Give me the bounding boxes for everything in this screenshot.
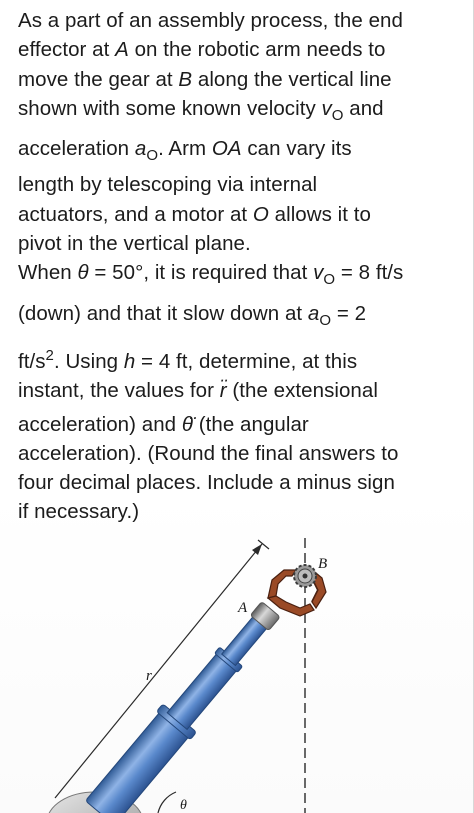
text: pivot in the vertical plane. <box>18 232 251 256</box>
text: As a part of an assembly process, the end <box>18 9 403 32</box>
text: = 50°, it is required that <box>88 261 314 285</box>
text-line <box>18 134 458 170</box>
text: (the extensional <box>226 379 378 403</box>
text: acceleration <box>18 137 135 161</box>
text: along the vertical line <box>192 67 392 91</box>
text: allows it to <box>268 202 371 226</box>
symbol-B: B <box>178 67 193 91</box>
text-line <box>18 65 458 94</box>
symbol-OA: OA <box>211 137 242 161</box>
text: = 8 ft/s <box>335 261 404 285</box>
text-line <box>18 200 458 229</box>
label-r: r <box>146 668 152 684</box>
text: on the robotic arm needs to <box>128 38 386 62</box>
label-theta: θ <box>180 798 187 813</box>
text: ft/s <box>18 349 46 373</box>
text: and <box>343 96 384 120</box>
text-line <box>18 229 458 258</box>
subscript-O: O <box>331 106 344 124</box>
text-line <box>18 497 458 526</box>
text: . Arm <box>158 137 212 161</box>
symbol-O: O <box>252 202 269 226</box>
figure-svg <box>0 530 474 813</box>
text-line <box>18 35 458 64</box>
symbol-a: a <box>134 137 147 161</box>
text-line <box>18 468 458 497</box>
symbol-A: A <box>115 38 129 62</box>
text: move the gear at <box>18 67 179 91</box>
text: (the angular <box>193 412 309 436</box>
symbol-v: v <box>321 96 332 120</box>
text-line <box>18 94 458 130</box>
text-line <box>18 376 458 405</box>
text: acceleration) and <box>18 412 182 436</box>
text: = 4 ft, determine, at this <box>135 349 358 373</box>
symbol-h: h <box>123 349 136 373</box>
text-line <box>18 439 458 468</box>
problem-statement <box>18 6 458 527</box>
subscript-O: O <box>323 271 336 289</box>
symbol-a: a <box>307 301 320 325</box>
text-line <box>18 341 458 376</box>
text-line <box>18 299 458 335</box>
text: (down) and that it slow down at <box>18 301 308 325</box>
robot-arm-figure <box>0 530 474 813</box>
theta-arc <box>158 792 176 813</box>
text: = 2 <box>331 301 367 325</box>
text-line <box>18 410 458 439</box>
gear-B <box>294 565 316 587</box>
symbol-r-ddot: r̈ <box>219 379 227 403</box>
symbol-v: v <box>313 261 324 285</box>
label-B: B <box>318 556 328 572</box>
text-line <box>18 258 458 294</box>
text: four decimal places. Include a minus sign <box>18 471 395 495</box>
text: acceleration). (Round the final answers to <box>18 441 399 465</box>
r-arrow-head <box>252 544 262 555</box>
text: can vary its <box>241 137 352 161</box>
text: . Using <box>53 349 124 373</box>
text: When <box>18 261 78 285</box>
text: effector at <box>18 38 116 62</box>
text-line <box>18 6 458 35</box>
text: if necessary.) <box>18 500 140 524</box>
symbol-theta: θ <box>77 261 89 285</box>
symbol-theta-ddot: θ̈ <box>181 412 194 436</box>
text: actuators, and a motor at <box>18 202 253 226</box>
text: instant, the values for <box>18 379 220 403</box>
text: shown with some known velocity <box>18 96 322 120</box>
text-line <box>18 170 458 199</box>
label-A: A <box>238 600 248 616</box>
superscript-2: 2 <box>45 346 54 364</box>
text: length by telescoping via internal <box>18 173 318 197</box>
subscript-O: O <box>146 147 159 165</box>
subscript-O: O <box>319 311 332 329</box>
telescoping-arm <box>83 595 288 813</box>
